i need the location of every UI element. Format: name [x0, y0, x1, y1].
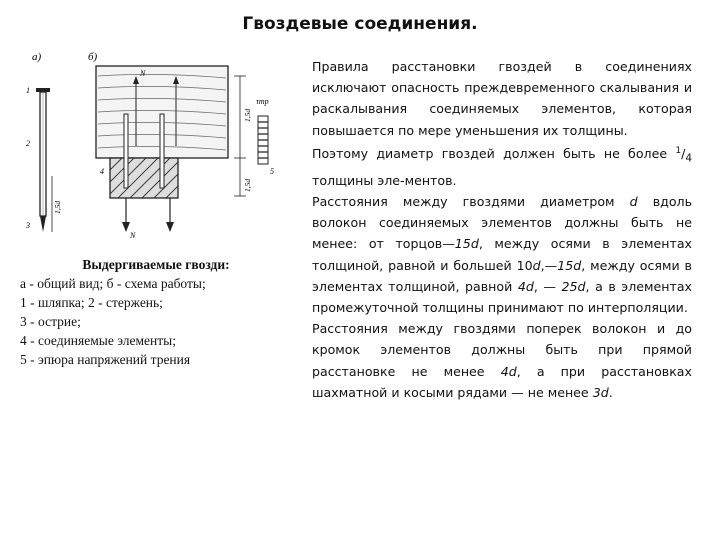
force-label-top: N [140, 69, 146, 78]
figure-num-4: 4 [100, 167, 104, 176]
lower-element [110, 158, 178, 198]
dimension-lines-b [234, 76, 246, 196]
rules-paragraph-3: Расстояния между гвоздями диаметром d вдоль волокон соединяемых элементов должны быть не менее: от торцов—15d, между осями в элементах толщиной, равной и большей 10d,—15d, между осями в элементах толщиной, равной 4d, — 25d, а в элементах промежуточной толщины принимают по интерполяции. [312, 193, 693, 315]
caption-heading: Выдергиваемые гвозди: [82, 257, 230, 272]
figure-num-3: 3 [26, 221, 30, 230]
friction-stress-diagram [258, 116, 268, 164]
caption-line: 5 - эпюра напряжений трения [20, 352, 191, 367]
friction-stress-label: τтр [256, 97, 269, 106]
figure-label-b: б) [88, 51, 98, 63]
nail-placement-rules [312, 56, 692, 403]
rules-paragraph-1: Правила расстановки гвоздей в соединениях исключают опасность преждевременного скалывания и раскалывания соединяемых элементов, которая повышается по мере уменьшения их толщины. [312, 59, 692, 138]
nail-figure [18, 46, 280, 246]
nail-general-view [36, 88, 50, 232]
figure-caption [20, 255, 292, 369]
figure-num-5: 5 [270, 167, 274, 176]
fraction-one-quarter: $^1/_4$ [675, 145, 692, 165]
figure-label-a: а) [32, 51, 42, 63]
rules-paragraph-2: Поэтому диаметр гвоздей должен быть не более $^1/_4$ толщины эле-ментов. [312, 145, 692, 188]
caption-line: 4 - соединяемые элементы; [20, 333, 176, 348]
figure-num-1: 1 [26, 86, 30, 95]
dimension-label-b1: 1,5d [243, 108, 252, 122]
caption-line: а - общий вид; б - схема работы; [20, 276, 206, 291]
figure-num-2: 2 [26, 139, 30, 148]
dimension-label-b2: 1,5d [243, 178, 252, 192]
force-label-bottom: N [130, 231, 136, 240]
page-title: Гвоздевые соединения. [242, 14, 478, 34]
dimension-label-a: 1,5d [53, 200, 62, 214]
rules-paragraph-4: Расстояния между гвоздями поперек волокон и до кромок элементов должны быть при прямой расстановке не менее 4d, а при расстановках шахматной и косыми рядами — не менее 3d. [312, 321, 692, 400]
caption-line: 3 - острие; [20, 314, 81, 329]
caption-line: 1 - шляпка; 2 - стержень; [20, 295, 163, 310]
